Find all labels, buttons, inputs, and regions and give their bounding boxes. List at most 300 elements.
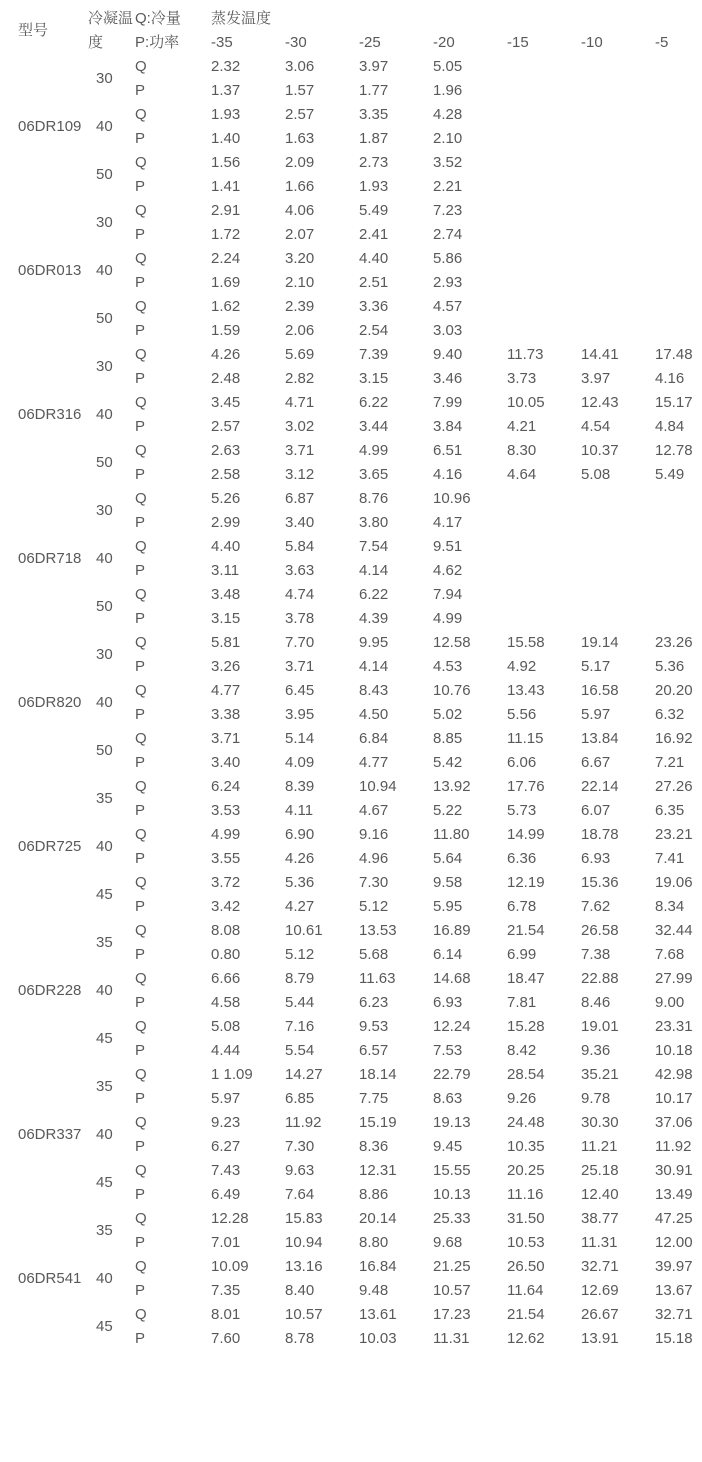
row-label-cell: P [135,1282,146,1299]
model-cell: 06DR718 [18,550,82,567]
value-cell: 5.97 [581,706,611,723]
value-cell: 11.16 [507,1186,544,1203]
table-row [0,103,702,127]
value-cell: 38.77 [581,1210,619,1227]
value-cell: 35.21 [581,1066,619,1083]
value-cell [507,151,581,175]
value-cell: 22.88 [581,970,619,987]
value-cell: 5.97 [211,1090,241,1107]
value-cell: 14.27 [285,1066,323,1083]
value-cell: 6.22 [359,586,389,603]
row-label-cell: Q [135,538,147,555]
value-cell: 6.51 [433,442,463,459]
value-cell: 21.54 [507,1306,545,1323]
row-label-cell: P [135,658,146,675]
value-cell: 8.30 [507,442,537,459]
value-cell: 23.21 [655,826,693,843]
value-cell: 4.26 [211,346,241,363]
p-power-legend: P:功率 [135,34,180,51]
condensing-temp-cell: 35 [96,1222,113,1239]
value-cell: 1 1.09 [211,1066,253,1083]
value-cell: 3.42 [211,898,241,915]
model-cell: 06DR013 [18,262,82,279]
value-cell: 15.58 [507,634,545,651]
table-row [0,199,702,223]
value-cell: 10.17 [655,1090,693,1107]
row-label-cell: P [135,418,146,435]
table-row [0,1015,702,1039]
value-cell: 5.36 [285,874,315,891]
value-cell: 2.91 [211,202,241,219]
value-cell [655,583,702,607]
value-cell: 14.41 [581,346,619,363]
condensing-temp-cell: 35 [96,934,113,951]
row-label-cell: Q [135,634,147,651]
value-cell: 6.23 [359,994,389,1011]
condensing-temp-cell: 45 [96,1174,113,1191]
value-cell: 9.63 [285,1162,315,1179]
value-cell: 2.82 [285,370,315,387]
value-cell: 32.44 [655,922,693,939]
value-cell: 3.84 [433,418,463,435]
value-cell: 2.57 [285,106,315,123]
q-capacity-legend: Q:冷量 [135,10,181,27]
value-cell: 15.55 [433,1162,471,1179]
condensing-temp-cell: 45 [96,1318,113,1335]
value-cell: 3.44 [359,418,389,435]
condensing-temp-cell: 40 [96,1126,113,1143]
value-cell: 2.54 [359,322,389,339]
value-cell [581,223,655,247]
value-cell: 9.95 [359,634,389,651]
value-cell: 8.43 [359,682,389,699]
condensing-temp-cell: 40 [96,982,113,999]
table-row [0,775,702,799]
value-cell [655,79,702,103]
value-cell: 6.06 [507,754,537,771]
value-cell: 14.68 [433,970,471,987]
value-cell: 15.83 [285,1210,323,1227]
value-cell: 3.12 [285,466,315,483]
row-label-cell: P [135,754,146,771]
value-cell [655,151,702,175]
value-cell: 8.46 [581,994,611,1011]
row-label-cell: Q [135,442,147,459]
value-cell [581,127,655,151]
table-row [0,967,702,991]
value-cell: 3.48 [211,586,241,603]
value-cell: 4.84 [655,418,685,435]
table-row [0,1063,702,1087]
value-cell: 3.72 [211,874,241,891]
value-cell: 17.76 [507,778,545,795]
value-cell: 12.19 [507,874,545,891]
value-cell: 8.63 [433,1090,463,1107]
value-cell: 1.66 [285,178,315,195]
value-cell: 13.67 [655,1282,693,1299]
value-cell: 8.78 [285,1330,315,1347]
row-label-cell: Q [135,1066,147,1083]
value-cell: 4.16 [433,466,463,483]
model-cell: 06DR337 [18,1126,82,1143]
value-cell: 12.69 [581,1282,619,1299]
value-cell [507,127,581,151]
model-cell: 06DR725 [18,838,82,855]
value-cell: 5.54 [285,1042,315,1059]
value-cell: 10.37 [581,442,619,459]
value-cell: 6.24 [211,778,241,795]
value-cell: 2.41 [359,226,389,243]
value-cell [655,487,702,511]
model-cell: 06DR109 [18,118,82,135]
value-cell: 4.28 [433,106,463,123]
value-cell: 10.57 [433,1282,471,1299]
value-cell: 4.62 [433,562,463,579]
capacity-power-table [0,7,702,1351]
value-cell: 14.99 [507,826,545,843]
row-label-cell: Q [135,970,147,987]
value-cell: 4.21 [507,418,537,435]
value-cell [581,295,655,319]
value-cell: 3.63 [285,562,315,579]
table-row [0,55,702,79]
value-cell: 18.47 [507,970,545,987]
value-cell: 32.71 [655,1306,693,1323]
value-cell: 9.00 [655,994,685,1011]
value-cell: 11.21 [581,1138,618,1155]
row-label-cell: P [135,466,146,483]
value-cell: 10.03 [359,1330,397,1347]
value-cell: 4.77 [359,754,389,771]
value-cell: 9.40 [433,346,463,363]
value-cell: 6.22 [359,394,389,411]
value-cell: 5.49 [359,202,389,219]
value-cell: 7.30 [285,1138,315,1155]
value-cell: 2.57 [211,418,241,435]
value-cell: 5.69 [285,346,315,363]
value-cell: 17.23 [433,1306,471,1323]
value-cell: 3.73 [507,370,537,387]
value-cell: 21.54 [507,922,545,939]
row-label-cell: P [135,898,146,915]
value-cell: 5.22 [433,802,463,819]
value-cell: 1.96 [433,82,463,99]
col-header-condensing-temp-line1: 冷凝温 [88,10,134,27]
row-label-cell: Q [135,922,147,939]
value-cell: 3.03 [433,322,463,339]
value-cell: 7.99 [433,394,463,411]
row-label-cell: Q [135,1306,147,1323]
value-cell: 4.14 [359,562,389,579]
value-cell: 7.30 [359,874,389,891]
value-cell: 27.99 [655,970,693,987]
condensing-temp-cell: 50 [96,310,113,327]
row-label-cell: P [135,706,146,723]
value-cell [507,223,581,247]
value-cell: 10.09 [211,1258,249,1275]
value-cell: 27.26 [655,778,693,795]
value-cell: 15.17 [655,394,693,411]
row-label-cell: Q [135,826,147,843]
value-cell [581,199,655,223]
value-cell: 21.25 [433,1258,471,1275]
value-cell: 1.77 [359,82,389,99]
value-cell: 5.05 [433,58,463,75]
row-label-cell: P [135,1186,146,1203]
model-cell: 06DR316 [18,406,82,423]
value-cell: 8.39 [285,778,315,795]
value-cell [655,607,702,631]
value-cell: 4.99 [433,610,463,627]
value-cell [581,55,655,79]
value-cell: 11.31 [581,1234,618,1251]
value-cell: 3.52 [433,154,463,171]
header-row-1 [0,7,702,31]
value-cell: 10.94 [359,778,397,795]
value-cell: 7.53 [433,1042,463,1059]
value-cell: 5.56 [507,706,537,723]
value-cell: 5.26 [211,490,241,507]
value-cell: 3.78 [285,610,315,627]
value-cell [581,319,655,343]
value-cell [507,103,581,127]
value-cell: 11.92 [655,1138,692,1155]
condensing-temp-cell: 40 [96,838,113,855]
value-cell: 7.64 [285,1186,315,1203]
value-cell: 4.06 [285,202,315,219]
value-cell: 10.05 [507,394,545,411]
value-cell: 25.33 [433,1210,471,1227]
row-label-cell: Q [135,202,147,219]
value-cell: 6.57 [359,1042,389,1059]
value-cell: 7.68 [655,946,685,963]
row-label-cell: Q [135,394,147,411]
model-cell: 06DR820 [18,694,82,711]
value-cell: 10.76 [433,682,471,699]
value-cell: 13.84 [581,730,619,747]
value-cell: 3.71 [285,658,315,675]
value-cell: 4.92 [507,658,537,675]
value-cell [507,247,581,271]
value-cell: 2.99 [211,514,241,531]
value-cell: 4.39 [359,610,389,627]
value-cell: 2.09 [285,154,315,171]
condensing-temp-cell: 40 [96,406,113,423]
table-row [0,247,702,271]
value-cell: 2.73 [359,154,389,171]
value-cell: 5.12 [359,898,389,915]
value-cell: 6.99 [507,946,537,963]
row-label-cell: P [135,610,146,627]
value-cell [581,151,655,175]
value-cell: 4.11 [285,802,314,819]
value-cell: 9.78 [581,1090,611,1107]
evap-temp-col--15: -15 [507,34,529,51]
value-cell: 9.51 [433,538,463,555]
value-cell: 31.50 [507,1210,545,1227]
value-cell [507,199,581,223]
col-header-evaporation-temp: 蒸发温度 [211,10,272,27]
table-row [0,343,702,367]
value-cell: 8.40 [285,1282,315,1299]
value-cell: 8.08 [211,922,241,939]
value-cell: 18.14 [359,1066,397,1083]
value-cell: 1.63 [285,130,315,147]
value-cell: 8.01 [211,1306,241,1323]
value-cell: 3.20 [285,250,315,267]
table-row [0,583,702,607]
value-cell: 7.62 [581,898,611,915]
value-cell [581,103,655,127]
value-cell: 7.16 [285,1018,315,1035]
capacity-table-body [0,55,702,1351]
value-cell: 16.58 [581,682,619,699]
value-cell [655,535,702,559]
value-cell: 3.15 [359,370,389,387]
value-cell: 7.81 [507,994,537,1011]
row-label-cell: Q [135,154,147,171]
value-cell: 4.40 [211,538,241,555]
value-cell: 1.93 [211,106,241,123]
row-label-cell: Q [135,778,147,795]
value-cell: 8.76 [359,490,389,507]
value-cell: 8.80 [359,1234,389,1251]
row-label-cell: P [135,226,146,243]
value-cell: 6.32 [655,706,685,723]
value-cell: 7.54 [359,538,389,555]
value-cell: 32.71 [581,1258,619,1275]
value-cell: 3.15 [211,610,241,627]
value-cell: 6.93 [581,850,611,867]
value-cell: 1.69 [211,274,241,291]
value-cell [655,247,702,271]
value-cell: 12.43 [581,394,619,411]
value-cell: 11.15 [507,730,544,747]
value-cell: 28.54 [507,1066,545,1083]
value-cell: 4.26 [285,850,315,867]
row-label-cell: Q [135,874,147,891]
value-cell: 20.25 [507,1162,545,1179]
value-cell [581,607,655,631]
value-cell: 7.94 [433,586,463,603]
value-cell: 4.40 [359,250,389,267]
value-cell: 5.68 [359,946,389,963]
value-cell: 5.95 [433,898,463,915]
value-cell: 2.10 [285,274,315,291]
value-cell: 3.36 [359,298,389,315]
value-cell [581,583,655,607]
value-cell: 2.51 [359,274,389,291]
value-cell [581,79,655,103]
value-cell: 6.85 [285,1090,315,1107]
value-cell: 12.31 [359,1162,397,1179]
value-cell: 2.24 [211,250,241,267]
value-cell: 15.19 [359,1114,397,1131]
value-cell: 7.41 [655,850,685,867]
row-label-cell: P [135,178,146,195]
value-cell: 5.42 [433,754,463,771]
value-cell [581,271,655,295]
value-cell [507,55,581,79]
value-cell: 47.25 [655,1210,693,1227]
condensing-temp-cell: 50 [96,598,113,615]
value-cell: 20.14 [359,1210,397,1227]
value-cell: 15.36 [581,874,619,891]
table-row [0,391,702,415]
value-cell: 4.17 [433,514,463,531]
condensing-temp-cell: 40 [96,550,113,567]
table-row [0,1303,702,1327]
value-cell: 5.86 [433,250,463,267]
row-label-cell: P [135,82,146,99]
value-cell: 5.81 [211,634,241,651]
value-cell: 8.36 [359,1138,389,1155]
value-cell: 3.46 [433,370,463,387]
value-cell: 9.26 [507,1090,537,1107]
value-cell: 9.36 [581,1042,611,1059]
value-cell: 4.09 [285,754,315,771]
table-row [0,1255,702,1279]
value-cell: 6.87 [285,490,315,507]
value-cell: 4.67 [359,802,389,819]
value-cell: 12.24 [433,1018,471,1035]
table-row [0,823,702,847]
value-cell: 9.16 [359,826,389,843]
value-cell: 6.93 [433,994,463,1011]
value-cell: 3.45 [211,394,241,411]
value-cell: 4.99 [211,826,241,843]
value-cell: 6.49 [211,1186,241,1203]
value-cell: 10.94 [285,1234,323,1251]
table-row [0,1207,702,1231]
condensing-temp-cell: 30 [96,70,113,87]
value-cell: 6.84 [359,730,389,747]
value-cell: 2.10 [433,130,463,147]
row-label-cell: Q [135,1114,147,1131]
value-cell: 9.48 [359,1282,389,1299]
value-cell: 16.84 [359,1258,397,1275]
value-cell: 11.73 [507,346,544,363]
value-cell: 4.71 [285,394,315,411]
value-cell: 5.12 [285,946,315,963]
value-cell: 7.21 [655,754,685,771]
evap-temp-col--5: -5 [655,34,669,51]
value-cell: 26.50 [507,1258,545,1275]
condensing-temp-cell: 40 [96,694,113,711]
value-cell: 7.35 [211,1282,241,1299]
row-label-cell: P [135,946,146,963]
value-cell: 5.36 [655,658,685,675]
table-row [0,1111,702,1135]
value-cell: 2.07 [285,226,315,243]
row-label-cell: Q [135,1258,147,1275]
value-cell: 12.62 [507,1330,545,1347]
value-cell: 4.53 [433,658,463,675]
value-cell [581,511,655,535]
table-row [0,151,702,175]
value-cell: 9.58 [433,874,463,891]
col-header-qp-legend [135,7,211,55]
value-cell [507,295,581,319]
value-cell: 12.28 [211,1210,249,1227]
value-cell: 2.74 [433,226,463,243]
value-cell [581,175,655,199]
value-cell: 10.13 [433,1186,471,1203]
value-cell: 3.40 [211,754,241,771]
value-cell: 12.58 [433,634,471,651]
value-cell: 11.63 [359,970,396,987]
value-cell: 4.96 [359,850,389,867]
